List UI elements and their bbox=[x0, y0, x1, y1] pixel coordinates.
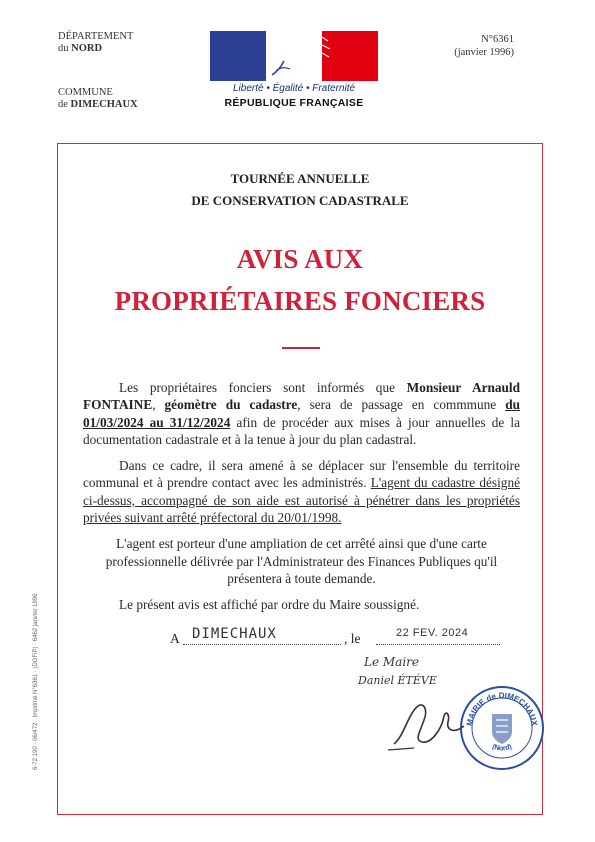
notice-frame bbox=[57, 143, 543, 815]
mayor-name: Daniel ÉTÉVE bbox=[358, 674, 437, 687]
paragraph-3: L'agent est porteur d'une ampliation de cet arrêté ainsi que d'une carte professionnelle délivrée par l'Administrateur des Finances Publiques qu'il présentera à toute demande. bbox=[105, 536, 498, 586]
visit-dates: du 01/03/2024 au 31/12/2024 bbox=[83, 397, 520, 430]
mairie-stamp-icon bbox=[458, 684, 546, 772]
place-date-line bbox=[170, 626, 500, 650]
department-block bbox=[58, 31, 133, 55]
place-dotted-line bbox=[183, 644, 341, 645]
republic-name: RÉPUBLIQUE FRANÇAISE bbox=[224, 97, 364, 109]
title-line1: AVIS AUX bbox=[236, 244, 364, 274]
form-date: (janvier 1996) bbox=[454, 47, 514, 58]
date-label: , le bbox=[344, 631, 361, 646]
paragraph-4: Le présent avis est affiché par ordre du Maire soussigné. bbox=[119, 597, 420, 613]
commune-name-line bbox=[58, 99, 138, 111]
commune-name: DIMECHAUX bbox=[70, 99, 138, 110]
title-line2: PROPRIÉTAIRES FONCIERS bbox=[114, 286, 486, 316]
p1-text-c: , sera de passage en commmune bbox=[297, 397, 506, 413]
republic-logo bbox=[210, 31, 378, 109]
stamp-bottom-text: (Nord) bbox=[491, 743, 513, 753]
p1-text-d: afin de procéder aux mises à jour annuelles de la documentation cadastrale et à la tenue à jour du plan cadastral. bbox=[83, 414, 520, 447]
commune-block bbox=[58, 87, 138, 111]
subtitle-line2: DE CONSERVATION CADASTRALE bbox=[191, 193, 409, 208]
place-label: A bbox=[170, 631, 180, 646]
department-name-line bbox=[58, 43, 133, 55]
title-divider bbox=[282, 347, 320, 349]
p2-authorization: L'agent du cadastre désigné ci-dessus, accompagné de son aide est autorisé à pénétrer dans les propriétés privées suivant arrêté préfectoral du 20/01/1998. bbox=[83, 475, 520, 526]
p2-text-a: Dans ce cadre, il sera amené à se déplacer sur l'ensemble du territoire communal et à prendre contact avec les administrés. bbox=[83, 458, 520, 491]
department-prefix: du bbox=[58, 43, 69, 54]
form-reference bbox=[432, 33, 514, 59]
svg-text:(Nord) bbox=[491, 744, 513, 753]
department-name: NORD bbox=[71, 43, 103, 54]
surveyor-name: Monsieur Arnauld FONTAINE bbox=[83, 380, 520, 413]
stamp-top-text: MAIRIE de DIMECHAUX bbox=[464, 690, 539, 727]
form-number: N°6361 bbox=[481, 34, 514, 45]
date-dotted-line bbox=[376, 644, 500, 645]
print-reference-side-note: 6-72 190 · 06/472 · Imprimé N°6361 · (DGFiP) · 6462 janvier 1996 bbox=[33, 593, 39, 770]
subtitle-line1: TOURNÉE ANNUELLE bbox=[230, 171, 370, 186]
department-label: DÉPARTEMENT bbox=[58, 31, 134, 42]
p1-text-b: , bbox=[152, 397, 165, 413]
marianne-flag-icon bbox=[210, 31, 378, 81]
paragraph-2 bbox=[83, 457, 520, 526]
motto: Liberté • Égalité • Fraternité bbox=[232, 83, 356, 94]
commune-label: COMMUNE bbox=[58, 87, 113, 98]
paragraph-1 bbox=[83, 379, 520, 448]
date-stamp-value: 22 FEV. 2024 bbox=[396, 627, 469, 639]
place-value: DIMECHAUX bbox=[192, 626, 277, 642]
commune-prefix: de bbox=[58, 99, 68, 110]
mayor-title: Le Maire bbox=[364, 655, 420, 669]
surveyor-role: géomètre du cadastre bbox=[164, 397, 298, 413]
notice-body bbox=[83, 379, 520, 623]
p1-text-a: Les propriétaires fonciers sont informés que bbox=[119, 380, 407, 395]
